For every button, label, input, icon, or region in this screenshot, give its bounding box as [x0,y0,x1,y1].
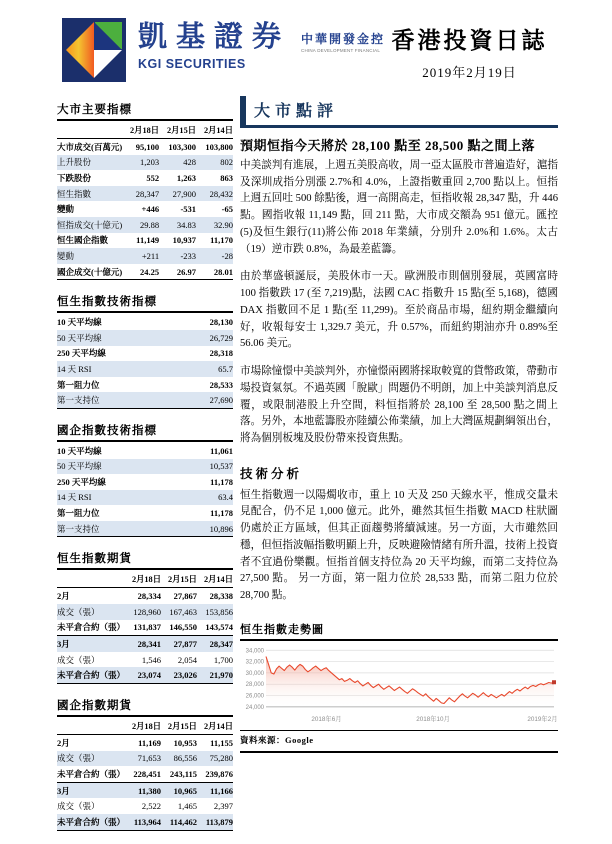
row-value: 143,574 [197,620,233,636]
hscei-technical-table [57,443,233,538]
column-header: 2月18日 [122,122,159,139]
table-row [57,264,233,280]
row-value: 10,937 [172,235,197,246]
column-header: 2月14日 [197,571,233,588]
table-row [57,186,233,202]
row-label: 第一阻力位 [57,508,100,519]
page-title: 香港投資日誌 [391,28,548,53]
row-value: 1,546 [141,654,161,665]
last-point-marker [552,680,556,684]
section-title-hscei-technical: 國企指數技術指標 [57,422,233,442]
table-row [57,233,233,249]
row-value: 23,026 [161,667,197,683]
row-label: 第一支持位 [57,392,196,408]
group-name-english: CHINA DEVELOPMENT FINANCIAL [301,48,381,53]
table-header-row [57,718,233,735]
section-title-hsi-futures: 恒生指數期貨 [57,550,233,570]
row-label: 下跌股份 [57,172,92,183]
hsi-technical-table [57,314,233,409]
hscei-futures-section [57,697,233,831]
section-title-market-comment [240,96,558,128]
row-value: 1,203 [139,157,160,168]
row-value: 27,877 [173,639,197,650]
hsi-area-fill [266,656,554,708]
row-value: 153,856 [205,606,233,617]
section-title-market-indicators: 大市主要指標 [57,101,233,121]
row-value: 29.88 [139,219,160,230]
group-name-chinese: 中華開發金控 [301,32,386,46]
row-label: 成交（張） [57,606,100,617]
hsi-futures-section [57,550,233,684]
row-value: 239,876 [197,766,233,782]
column-header: 2月18日 [125,718,161,735]
row-label: 大市成交(百萬元) [57,141,123,152]
row-label: 未平倉合約（張） [57,667,125,683]
row-value: 27,867 [173,591,197,602]
hscei-futures-table [57,718,233,831]
row-value: 10,965 [173,785,197,796]
table-row [57,459,233,475]
row-label: 恒生指數 [57,188,92,199]
hsi-trend-chart [240,644,558,728]
row-label: 未平倉合約（張） [57,766,125,782]
table-row [57,217,233,233]
commentary-paragraph: 中美談判有進展，上週五美股高收，周一亞太區股市普遍造好，滬指及深圳成指分別漲 2.7%和 4.0%，上證指數重回 2,700 點以上。恒指上週五回吐 500 餘點後，週一高開高走，恒指收報 28,347 點，升 446 點。國指收報 11,149 點，回 211 點，大市成交額為 951 億元。匯控(5)及恒生銀行(11)將公佈 2018 年業績，分別升 2.0%和 1.6%。太古（19）逆市跌 0.8%，為最差藍籌。 [240,160,558,255]
row-value: 24.25 [122,264,159,280]
table-row [57,155,233,171]
row-value: 11,178 [210,476,233,487]
row-value: 63.4 [218,492,233,503]
row-value: 28,347 [135,188,160,199]
row-value: 2,397 [213,801,233,812]
row-value: 113,879 [197,814,233,830]
row-value: 86,556 [173,753,197,764]
row-value: 1,263 [176,172,197,183]
row-value: 1,700 [213,654,233,665]
row-value: 11,170 [210,235,233,246]
source-note [240,730,558,753]
row-value: -531 [180,204,197,215]
section-title-technical-analysis: 技術分析 [240,466,303,481]
brand-name-chinese: 凱基證券 [138,21,291,53]
row-label: 變動 [57,204,75,215]
row-value: 10,953 [173,737,197,748]
row-label: 恒生國企指數 [57,235,109,246]
table-row [57,139,233,155]
table-row [57,201,233,217]
row-value: 863 [220,172,233,183]
row-value: 1,465 [177,801,197,812]
row-value: -65 [221,204,233,215]
table-row [57,652,233,668]
table-row [57,751,233,767]
table-row [57,377,233,393]
y-axis-tick-label: 34,000 [245,648,264,655]
row-value: 95,100 [135,141,160,152]
table-row [57,170,233,186]
row-value: 11,061 [210,445,233,456]
row-value: 103,300 [168,141,197,152]
column-header: 2月14日 [197,718,233,735]
y-axis-tick-label: 26,000 [245,693,264,700]
column-header: 2月14日 [196,122,233,139]
row-label: 成交（張） [57,654,100,665]
table-header-row [57,571,233,588]
row-value: 10,896 [196,521,233,537]
row-label: 2月 [57,591,70,602]
brand-name-english: KGI SECURITIES [138,56,246,71]
row-value: 2,522 [141,801,162,812]
table-row [57,443,233,459]
column-header-spacer [57,122,122,139]
row-value: 23,074 [125,667,161,683]
table-row [57,604,233,620]
hsi-technical-section [57,293,233,409]
row-label: 成交（張） [57,801,100,812]
row-value: 428 [183,157,197,168]
row-value: 167,463 [169,606,197,617]
kgi-logo-icon [62,18,126,82]
row-value: 28.01 [196,264,233,280]
row-label: 第一支持位 [57,521,196,537]
row-value: 2,054 [177,654,197,665]
row-label: 2月 [57,737,70,748]
table-row [57,392,233,408]
brand-block [138,22,290,71]
table-row [57,314,233,330]
row-value: 11,178 [210,508,233,519]
row-value: 11,149 [136,235,160,246]
table-row [57,636,233,652]
row-value: 131,837 [125,620,161,636]
x-axis-tick-label: 2018年10月 [416,715,450,723]
row-value: 228,451 [125,766,161,782]
market-indicators-section [57,101,233,280]
market-indicators-table [57,122,233,280]
table-row [57,782,233,798]
row-label: 未平倉合約（張） [57,814,125,830]
row-label: 50 天平均線 [57,461,102,472]
hsi-chart-section [240,621,558,753]
column-header: 2月15日 [161,571,197,588]
commentary-paragraph: 市場除憧憬中美談判外，亦憧憬兩國將採取較寬的貨幣政策，帶動市場投資氣氛。不過英國「脫歐」問題仍不明朗，加上中美談判消息反覆，或限制港股上升空間，料恒指將於 28,100 至 28,500 點之間上落。另外，本地藍籌股亦陸續公佈業績，加上大灣區規劃綱領出台，將為個別板塊及股份帶來投資焦點。 [240,366,558,445]
y-axis-tick-label: 30,000 [245,670,264,677]
row-value: 552 [146,172,160,183]
row-value: 26,729 [209,332,233,343]
column-header: 2月15日 [161,718,197,735]
row-value: 28,432 [209,188,233,199]
chart-title: 恒生指數走勢圖 [240,621,558,641]
row-value: 28,533 [209,379,233,390]
row-value: 28,347 [209,639,233,650]
table-row [57,248,233,264]
row-value: -233 [180,250,197,261]
row-value: 103,800 [205,141,233,152]
title-block [382,22,557,81]
row-value: +211 [141,250,160,261]
row-value: 11,166 [210,785,233,796]
table-row [57,766,233,782]
row-value: 65.7 [218,363,233,374]
row-label: 未平倉合約（張） [57,620,125,636]
table-row [57,330,233,346]
row-value: 28,318 [209,348,233,359]
row-value: 114,462 [161,814,197,830]
row-label: 10 天平均線 [57,445,102,456]
column-header-spacer [57,571,125,588]
commentary-paragraph: 由於華盛頓誕辰，美股休市一天。歐洲股市則個別發展，英國富時 100 指數跌 17 (至 7,219)點，法國 CAC 指數升 15 點(至 5,168)，德國 DAX 指數回不足 1 點(至 11,299)。至於商品市場，紐約期金繼續向好，收報每安士 1,329.7 美元，升 0.57%，而紐約期油亦升 0.89%至 56.06 美元。 [240,271,558,350]
column-header: 2月15日 [159,122,196,139]
y-axis-tick-label: 24,000 [245,704,264,711]
row-value: 34.83 [176,219,197,230]
table-row [57,521,233,537]
row-value: 27,900 [172,188,197,199]
table-row [57,588,233,604]
row-value: 32.90 [213,219,233,230]
row-value: +446 [141,204,160,215]
table-row [57,490,233,506]
row-value: 27,690 [196,392,233,408]
x-axis-tick-label: 2018年6月 [311,715,342,723]
row-value: 11,380 [138,785,162,796]
column-header: 2月18日 [125,571,161,588]
row-value: 243,115 [161,766,197,782]
row-label: 250 天平均線 [57,476,106,487]
row-value: -28 [221,250,233,261]
row-value: 28,338 [209,591,233,602]
row-label: 250 天平均線 [57,348,106,359]
right-column [240,96,558,753]
row-value: 11,169 [138,737,162,748]
headline: 預期恒指今天將於 28,100 點至 28,500 點之間上落 [240,138,536,153]
table-row [57,620,233,636]
table-header-row [57,122,233,139]
table-row [57,505,233,521]
section-title-hsi-technical: 恒生指數技術指標 [57,293,233,313]
row-value: 146,550 [161,620,197,636]
left-column [57,101,233,844]
column-header-spacer [57,718,125,735]
y-axis-tick-label: 32,000 [245,659,264,666]
row-label: 50 天平均線 [57,332,102,343]
row-value: 10,537 [209,461,233,472]
row-label: 14 天 RSI [57,492,92,503]
row-label: 國企成交(十億元) [57,264,122,280]
table-row [57,361,233,377]
section-title-hscei-futures: 國企指數期貨 [57,697,233,717]
row-value: 71,653 [137,753,162,764]
row-value: 113,964 [125,814,161,830]
report-date: 2019年2月19日 [422,65,517,80]
row-value: 28,130 [209,317,233,328]
row-value: 28,341 [137,639,161,650]
table-row [57,667,233,683]
x-axis-tick-label: 2019年2月 [527,715,558,723]
row-label: 3月 [57,785,70,796]
row-value: 128,960 [133,606,161,617]
table-row [57,798,233,814]
table-row [57,346,233,362]
table-row [57,814,233,830]
table-row [57,735,233,751]
row-label: 14 天 RSI [57,363,92,374]
row-value: 21,970 [197,667,233,683]
row-label: 第一阻力位 [57,379,100,390]
hscei-technical-section [57,422,233,538]
hsi-futures-table [57,571,233,684]
row-value: 26.97 [159,264,196,280]
row-value: 28,334 [137,591,161,602]
row-value: 802 [220,157,233,168]
row-label: 成交（張） [57,753,100,764]
table-row [57,474,233,490]
market-comment-label: 大市點評 [254,103,339,120]
source-label: 資料來源：Google [240,734,314,745]
row-label: 上升股份 [57,157,92,168]
y-axis-tick-label: 28,000 [245,682,264,689]
technical-analysis-paragraph: 恒生指數週一以陽燭收市，重上 10 天及 250 天線水平，惟成交量未見配合，仍不足 1,000 億元。此外，雖然其恒生指數 MACD 柱狀圖仍處於正方區域，但其正面趨勢將續減速。另一方面，大市雖然回穩，但恒指波幅指數明顯上升，反映避險情緒有所升溫，技術上投資者不宜過份樂觀。恒指首個支持位為 20 天平均線，而第二支持位為 27,500 點。 另一方面，第一阻力位於 28,533 點，而第二阻力位於 28,700 點。 [240,489,558,602]
row-label: 3月 [57,639,70,650]
row-value: 75,280 [209,753,233,764]
row-label: 10 天平均線 [57,317,102,328]
row-label: 恒指成交(十億元) [57,219,123,230]
row-label: 變動 [57,250,75,261]
row-value: 11,155 [210,737,233,748]
